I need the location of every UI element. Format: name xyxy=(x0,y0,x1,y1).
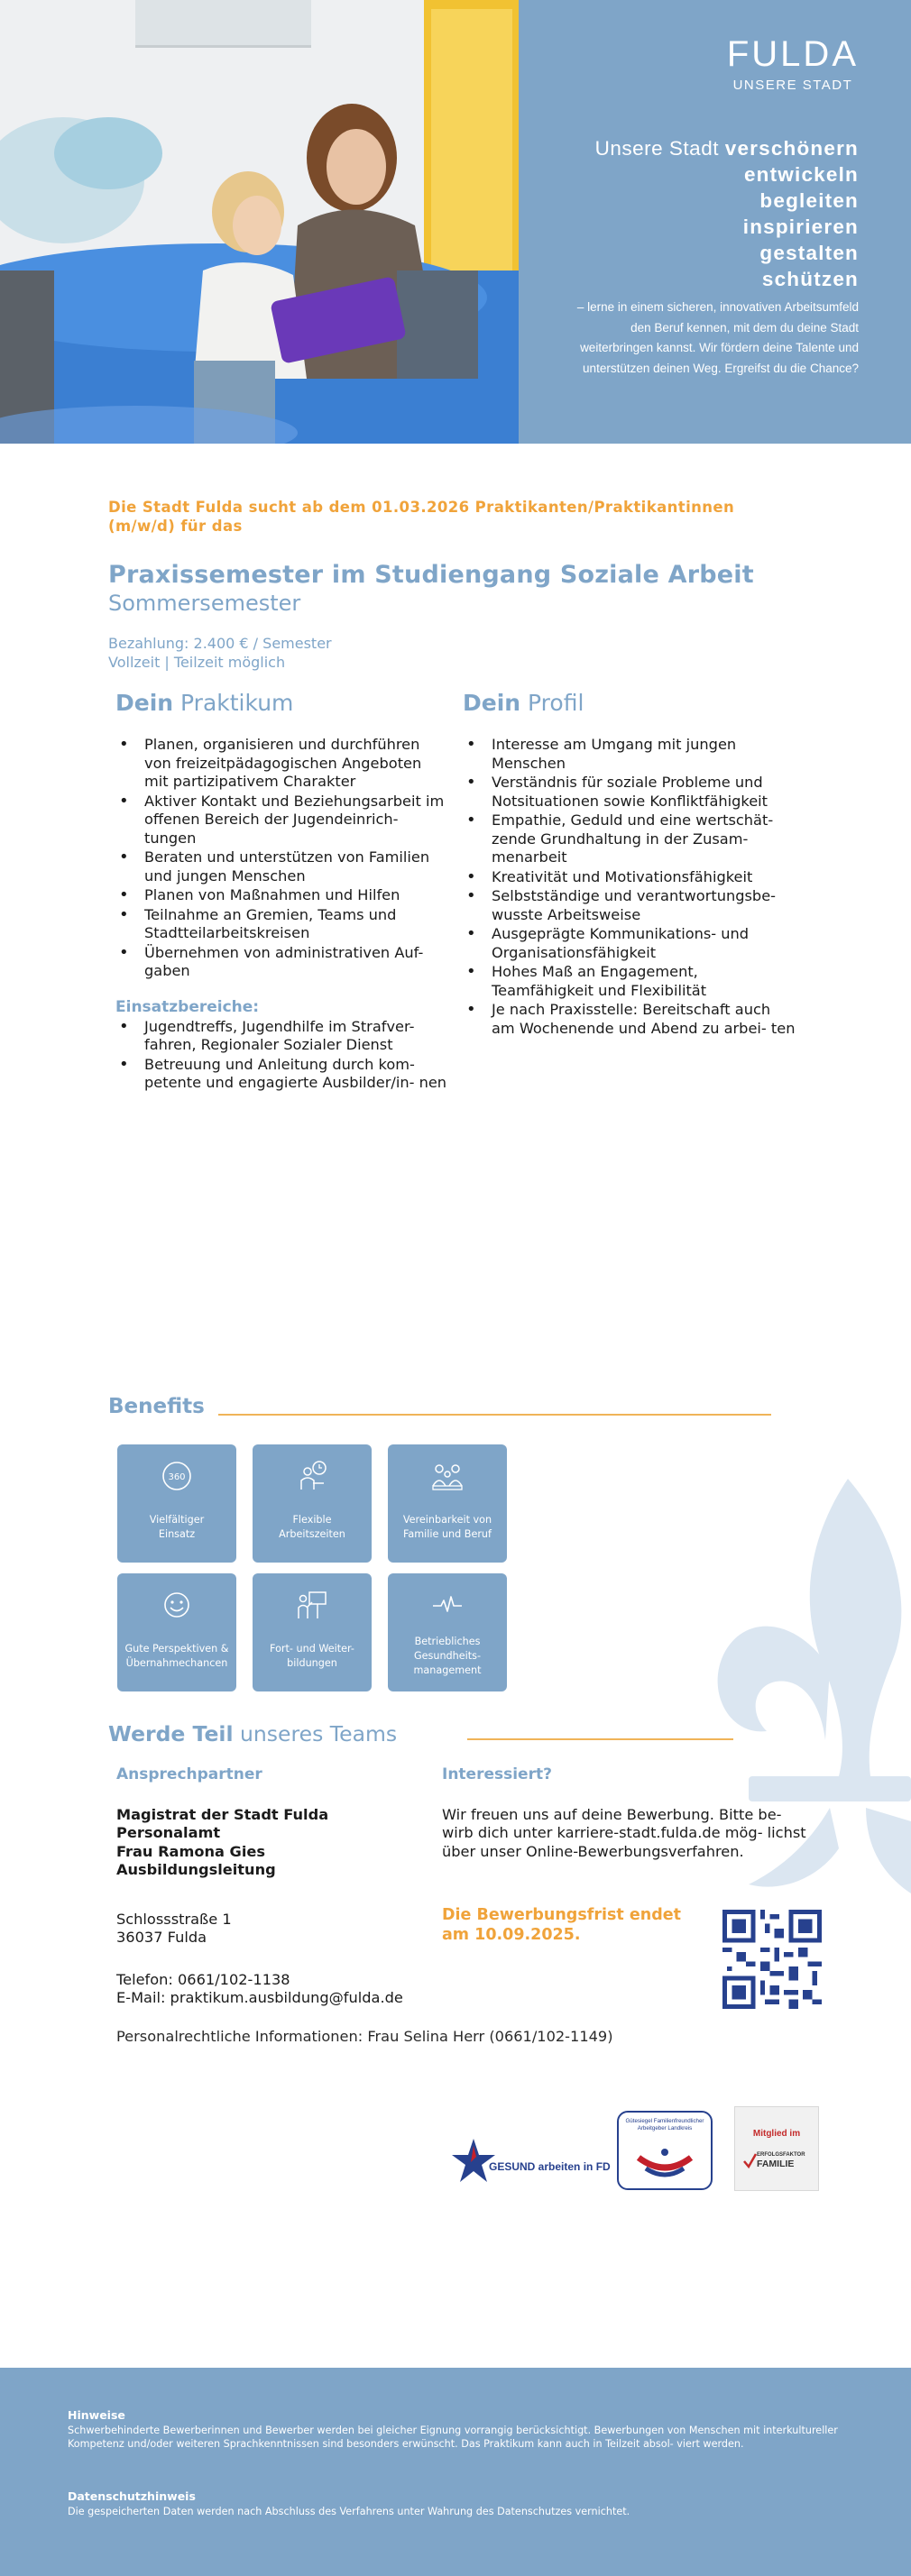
benefit-label xyxy=(258,1642,366,1671)
list-item: • Kreativität und Motivationsfähigkeit xyxy=(463,868,796,887)
heading-bold: Dein xyxy=(463,690,521,716)
erfolgsfaktor-familie-logo xyxy=(734,2106,819,2191)
profil-heading xyxy=(463,690,796,716)
deadline-line: Die Bewerbungsfrist endet xyxy=(442,1906,681,1924)
qr-code[interactable] xyxy=(722,1910,822,2009)
familie-top: Mitglied im xyxy=(752,2129,801,2139)
spacer xyxy=(116,1900,441,1911)
tagline-word: schützen xyxy=(761,268,859,290)
fulda-logo xyxy=(727,36,859,93)
interest-text: Wir freuen uns auf deine Bewerbung. Bitte be- wirb dich unter karriere-stadt.fulda.de mög- lichst über unser Online-Bewerbungsverfahren. xyxy=(442,1805,806,1860)
pay-info xyxy=(108,634,758,672)
list-item: • Selbstständige und verantwortungsbe- wusste Arbeitsweise xyxy=(463,887,796,924)
benefits-divider xyxy=(218,1414,771,1416)
contact-block xyxy=(116,1765,441,2008)
guetesiegel-text: Gütesiegel Familienfreundlicher Arbeitgeber Landkreis xyxy=(625,2118,704,2131)
org-line: Magistrat der Stadt Fulda xyxy=(116,1805,329,1823)
deadline xyxy=(442,1905,681,1945)
hinweise-text: Schwerbehinderte Bewerberinnen und Bewerber werden bei gleicher Eignung vorrangig berücksichtigt. Bewerbungen von Menschen mit interkultureller Kompetenz und/oder weiteren Sprachkenntnissen sind besonders erwünscht. Das Praktikum kann auch in Teilzeit absol- viert werden. xyxy=(68,2425,838,2450)
list-item: • Verständnis für soziale Probleme und Notsituationen sowie Konfliktfähigkeit xyxy=(463,774,796,811)
hours-line: Vollzeit | Teilzeit möglich xyxy=(108,654,286,671)
job-intro xyxy=(108,498,758,672)
benefit-tile xyxy=(253,1573,372,1691)
benefit-label-line: Flexible xyxy=(292,1514,332,1526)
benefit-label xyxy=(123,1513,231,1542)
einsatz-heading: Einsatzbereiche: xyxy=(115,997,260,1016)
list-item: • Beraten und unterstützen von Familien und jungen Menschen xyxy=(115,848,449,885)
list-item: • Jugendtreffs, Jugendhilfe im Strafver- fahren, Regionaler Sozialer Dienst xyxy=(115,1018,449,1055)
list-item: • Ausgeprägte Kommunikations- und Organisationsfähigkeit xyxy=(463,925,796,962)
footer xyxy=(0,2368,911,2576)
search-line xyxy=(108,498,758,536)
list-item: • Aktiver Kontakt und Beziehungsarbeit im offenen Bereich der Jugendeinrich- tungen xyxy=(115,793,449,848)
svg-text:360: 360 xyxy=(168,1472,186,1482)
benefit-label-line: Fort- und Weiter- xyxy=(270,1643,354,1655)
benefit-label-line: Gute Perspektiven & xyxy=(124,1643,229,1655)
smiley-icon xyxy=(160,1588,194,1622)
deadline-line: am 10.09.2025. xyxy=(442,1926,581,1944)
list-item: • Betreuung und Anleitung durch kom- petente und engagierte Ausbilder/in- nen xyxy=(115,1056,449,1093)
benefit-label xyxy=(258,1513,366,1542)
phone: Telefon: 0661/102-1138 xyxy=(116,1970,290,1988)
benefit-label-line: bildungen xyxy=(287,1657,337,1669)
list-item: • Empathie, Geduld und eine wertschät- zende Grundhaltung in der Zusam- menarbeit xyxy=(463,811,796,867)
heading-rest: Profil xyxy=(528,690,584,716)
spacer xyxy=(116,1948,441,1967)
list-item: • Planen von Maßnahmen und Hilfen xyxy=(115,886,449,905)
family-icon xyxy=(430,1459,465,1493)
list-item: • Interesse am Umgang mit jungen Menschen xyxy=(463,736,796,773)
email-link[interactable]: E-Mail: praktikum.ausbildung@fulda.de xyxy=(116,1989,403,2006)
search-line-2: (m/w/d) für das xyxy=(108,518,243,535)
hero-panel xyxy=(519,0,911,444)
heading-bold: Werde Teil xyxy=(108,1721,234,1746)
familie-mid: ERFOLGSFAKTOR xyxy=(757,2152,805,2158)
heading-rest: Praktikum xyxy=(180,690,294,716)
list-item: • Je nach Praxisstelle: Bereitschaft auch am Wochenende und Abend zu arbei- ten xyxy=(463,1001,796,1038)
tagline-word: entwickeln xyxy=(743,163,859,186)
tagline-word: gestalten xyxy=(759,242,859,264)
heading-rest: unseres Teams xyxy=(240,1721,398,1746)
org-line: Ausbildungsleitung xyxy=(116,1861,276,1878)
presentation-icon xyxy=(295,1588,329,1622)
tagline-word: begleiten xyxy=(759,189,859,212)
praktikum-list xyxy=(115,736,449,981)
benefit-label-line: Gesundheits- xyxy=(414,1650,481,1662)
list-item: • Hohes Maß an Engagement, Teamfähigkeit und Flexibilität xyxy=(463,963,796,1000)
benefit-label-line: Betriebliches xyxy=(414,1636,481,1647)
team-divider xyxy=(467,1738,733,1740)
logo-subtitle: UNSERE STADT xyxy=(732,78,853,93)
guetesiegel-mark-icon xyxy=(619,2113,711,2188)
hinweise-heading: Hinweise xyxy=(68,2408,125,2422)
datenschutz-heading: Datenschutzhinweis xyxy=(68,2489,196,2503)
gesund-logo xyxy=(451,2137,611,2186)
einsatz-list xyxy=(115,1018,449,1093)
benefit-tile xyxy=(388,1573,507,1691)
benefit-label-line: Arbeitszeiten xyxy=(279,1528,345,1540)
benefit-label-line: Einsatz xyxy=(158,1528,196,1540)
profil-column xyxy=(463,690,796,1039)
clock-person-icon xyxy=(295,1459,329,1493)
interest-block xyxy=(442,1765,812,1861)
benefits-heading xyxy=(108,1395,205,1418)
list-item: • Übernehmen von administrativen Auf- gaben xyxy=(115,944,449,981)
benefit-tile xyxy=(388,1444,507,1563)
benefit-label-line: Vereinbarkeit von xyxy=(402,1514,492,1526)
tagline-word: inspirieren xyxy=(742,215,859,238)
datenschutz-text: Die gespeicherten Daten werden nach Abschluss des Verfahrens unter Wahrung des Datenschutzes vernichtet. xyxy=(68,2506,630,2517)
heading-bold: Dein xyxy=(115,690,174,716)
interest-heading: Interessiert? xyxy=(442,1765,552,1783)
benefit-label xyxy=(393,1513,502,1542)
pay-line: Bezahlung: 2.400 € / Semester xyxy=(108,635,332,652)
hr-info: Personalrechtliche Informationen: Frau Selina Herr (0661/102-1149) xyxy=(116,2028,613,2045)
logo-wordmark: FULDA xyxy=(726,34,859,74)
benefit-label-line: Vielfältiger xyxy=(149,1514,205,1526)
street: Schlossstraße 1 xyxy=(116,1910,232,1928)
benefit-label xyxy=(393,1635,502,1678)
benefit-tile xyxy=(253,1444,372,1563)
benefit-tile xyxy=(117,1444,236,1563)
hero-section xyxy=(0,0,911,444)
spacer xyxy=(116,1880,441,1900)
org-line: Personalamt xyxy=(116,1824,221,1841)
praktikum-heading xyxy=(115,690,449,716)
profil-list xyxy=(463,736,796,1038)
contact-heading: Ansprechpartner xyxy=(116,1765,262,1783)
team-heading xyxy=(108,1721,397,1746)
hero-intro-text: – lerne in einem sicheren, innovativen Arbeitsumfeld den Beruf kennen, mit dem du deine Stadt weiterbringen kannst. Wir fördern deine Talente und unterstützen deinen Weg. Ergreifst du die Chance? xyxy=(576,300,859,375)
org-line: Frau Ramona Gies xyxy=(116,1842,265,1860)
360-icon xyxy=(160,1459,194,1493)
job-title: Praxissemester im Studiengang Soziale Arbeit xyxy=(108,561,754,589)
list-item: • Teilnahme an Gremien, Teams und Stadtteilarbeitskreisen xyxy=(115,906,449,943)
checkmark-icon xyxy=(742,2152,757,2170)
tagline-prefix: Unsere Stadt xyxy=(594,137,719,160)
job-subtitle: Sommersemester xyxy=(108,591,301,616)
heartbeat-icon xyxy=(430,1588,465,1622)
praktikum-column xyxy=(115,690,449,1094)
tagline xyxy=(595,135,859,292)
familie-bot: FAMILIE xyxy=(757,2159,795,2169)
tagline-word: verschönern xyxy=(724,137,859,160)
hero-photo xyxy=(0,0,519,444)
benefit-tile xyxy=(117,1573,236,1691)
benefit-label xyxy=(123,1642,231,1671)
benefit-label-line: Familie und Beruf xyxy=(403,1528,492,1540)
benefit-label-line: management xyxy=(413,1664,482,1676)
benefit-label-line: Übernahmechancen xyxy=(125,1657,228,1669)
benefits-title: Benefits xyxy=(108,1395,205,1418)
gesund-logo-text: GESUND arbeiten in FD xyxy=(489,2160,611,2173)
search-line-1: Die Stadt Fulda sucht ab dem 01.03.2026 Praktikanten/Praktikantinnen xyxy=(108,499,735,516)
guetesiegel-logo xyxy=(617,2111,713,2190)
city: 36037 Fulda xyxy=(116,1929,207,1946)
list-item: • Planen, organisieren und durchführen von freizeitpädagogischen Angeboten mit partizipativem Charakter xyxy=(115,736,449,792)
